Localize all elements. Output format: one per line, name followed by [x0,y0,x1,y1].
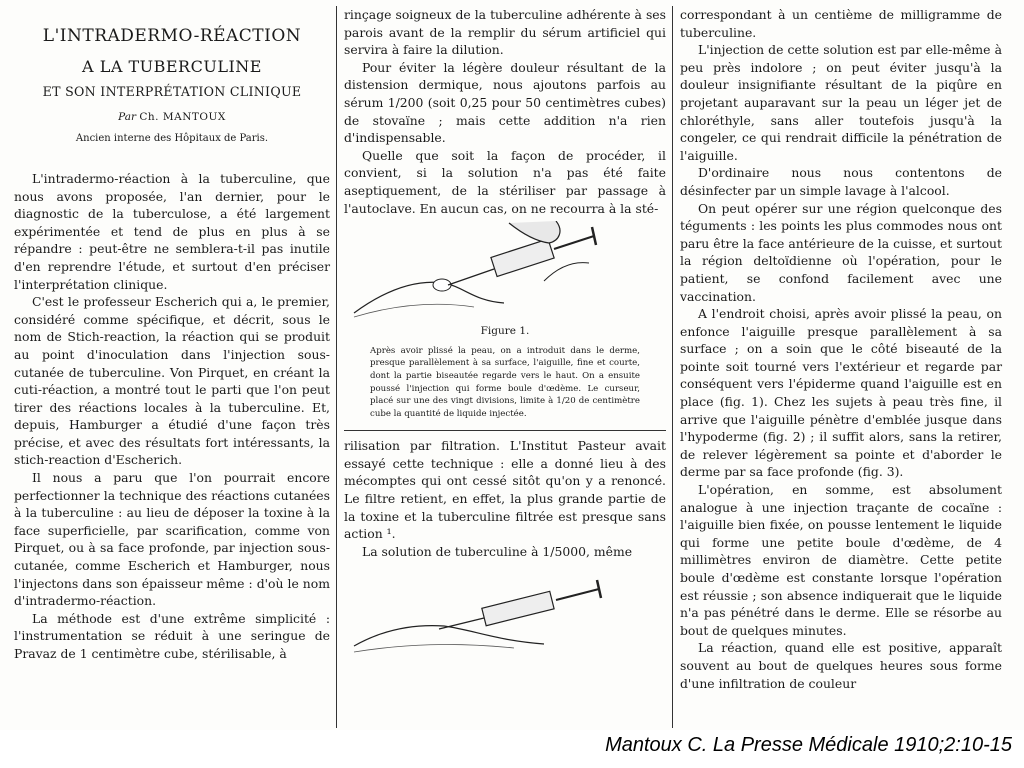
column-divider [672,6,673,728]
paragraph: Pour éviter la légère douleur résultant de la distension dermique, nous ajoutons parfois au sérum 1/200 (soit 0,25 pour 50 centimètres cubes) de stovaïne ; mais cette addition n'a rien d'indispensable. [344,59,666,146]
paragraph: A l'endroit choisi, après avoir plissé la peau, on enfonce l'aiguille presque parallèlement à sa surface ; on a soin que le côté biseauté de la pointe soit tourné vers l'extérieur et regarde par conséquent vers l'épiderme quand l'aiguille est en place (fig. 1). Chez les sujets à peau très fine, il arrive que l'aiguille pénètre d'emblée jusque dans l'hypoderme (fig. 2) ; il suffit alors, sans la retirer, de relever légèrement sa pointe et d'aborder le derme par sa face profonde (fig. 3). [680,306,1002,480]
paragraph: La réaction, quand elle est positive, apparaît souvent au bout de quelques heures sous forme d'une infiltration de couleur [680,640,1002,691]
figure-caption: Après avoir plissé la peau, on a introduit dans le derme, presque parallèlement à sa surface, l'aiguille, fine et courte, dont la partie biseautée regarde vers le haut. On a ensuite poussé l'injection qui forme boule d'œdème. Le curseur, placé sur une des vingt divisions, limite à 1/20 de centimètre cube la quantité de liquide injectée. [370,345,640,419]
figure-1-illustration [344,221,666,321]
source-citation: Mantoux C. La Presse Médicale 1910;2:10-15 [605,734,1012,756]
column-left [14,8,330,663]
column-divider [336,6,337,728]
paragraph: Quelle que soit la façon de procéder, il convient, si la solution n'a pas été faite aseptiquement, de la stériliser par passage à l'autoclave. En aucun cas, on ne recourra à la sté- [344,147,666,216]
section-divider [344,430,666,431]
paragraph: L'injection de cette solution est par elle-même à peu près indolore ; on peut éviter jusqu'à la douleur insignifiante résultant de la piqûre en projetant auparavant sur la peau un léger jet de chloréthyle, sans aller toutefois jusqu'à la congeler, ce qui rendrait difficile la pénétration de l'aiguille. [680,42,1002,163]
author-affiliation: Ancien interne des Hôpitaux de Paris. [75,133,269,145]
article-subtitle: ET SON INTERPRÉTATION CLINIQUE [42,84,302,100]
column-middle [344,6,666,656]
article-header [14,28,330,148]
paragraph: correspondant à un centième de milligramme de tuberculine. [680,7,1002,40]
article-title-line2: A LA TUBERCULINE [82,56,262,76]
column-right [680,6,1002,692]
paragraph: Il nous a paru que l'on pourrait encore perfectionner la technique des réactions cutanées à la tuberculine : au lieu de déposer la toxine à la face superficielle, par scarification, comme von Pirquet, ou à sa face profonde, par injection sous-cutanée, comme Escherich et Hamburger, nous l'injectons dans son épaisseur même : d'où le nom d'intradermo-réaction. [14,470,330,609]
article-title: L'INTRADERMO-RÉACTION [42,26,302,46]
figure-2-illustration [344,574,666,654]
author-prefix: Par [118,110,137,123]
syringe-injection-drawing [344,221,666,321]
syringe-injection-drawing-2 [344,574,666,654]
paragraph: C'est le professeur Escherich qui a, le premier, considéré comme spécifique, et décrit, sous le nom de Stich-reaction, la réaction qui se produit au point d'inoculation dans l'injection sous-cutanée de tuberculine. Von Pirquet, en créant la cuti-réaction, a montré tout le parti que l'on peut tirer des réactions locales à la tuberculine. Et, depuis, Hamburger a étudié d'une façon très précise, et avec des résultats fort intéressants, la stich-reaction d'Escherich. [14,294,330,468]
paragraph: rinçage soigneux de la tuberculine adhérente à ses parois avant de la remplir du sérum artificiel qui servira à faire la dilution. [344,7,666,58]
figure-label: Figure 1. [480,325,530,338]
paragraph: La méthode est d'une extrême simplicité : l'instrumentation se réduit à une seringue de Pravaz de 1 centimètre cube, stérilisable, à [14,610,330,661]
paragraph: L'intradermo-réaction à la tuberculine, que nous avons proposée, l'an dernier, pour le diagnostic de la tuberculose, a été largement expérimentée et tend de plus en plus à se répandre : peut-être ne semblera-t-il pas inutile d'en reprendre l'étude, et surtout d'en préciser l'interprétation clinique. [14,170,330,292]
paragraph: rilisation par filtration. L'Institut Pasteur avait essayé cette technique : elle a donné lieu à des mécomptes qui ont cessé sitôt qu'on y a renoncé. Le filtre retient, en effet, la plus grande partie de la toxine et la tuberculine filtrée est presque sans action ¹. [344,438,666,542]
author-line [14,109,330,127]
paragraph: La solution de tuberculine à 1/5000, même [362,543,633,559]
paragraph: L'opération, en somme, est absolument analogue à une injection traçante de cocaïne : l'aiguille bien fixée, on pousse lentement le liquide qui forme une petite boule d'œdème, de 4 millimètres environ de diamètre. Cette petite boule d'œdème est constante lorsque l'opération est réussie ; son absence indiquerait que le liquide n'a pas pénétré dans le derme. Elle se résorbe au bout de quelques minutes. [680,482,1002,638]
paragraph: On peut opérer sur une région quelconque des téguments : les points les plus commodes nous ont paru être la face antérieure de la cuisse, et surtout la région deltoïdienne où l'opération, pour le patient, se confond facilement avec une vaccination. [680,200,1002,304]
paragraph: D'ordinaire nous nous contentons de désinfecter par un simple lavage à l'alcool. [680,165,1002,198]
author-name: Ch. MANTOUX [139,110,226,123]
